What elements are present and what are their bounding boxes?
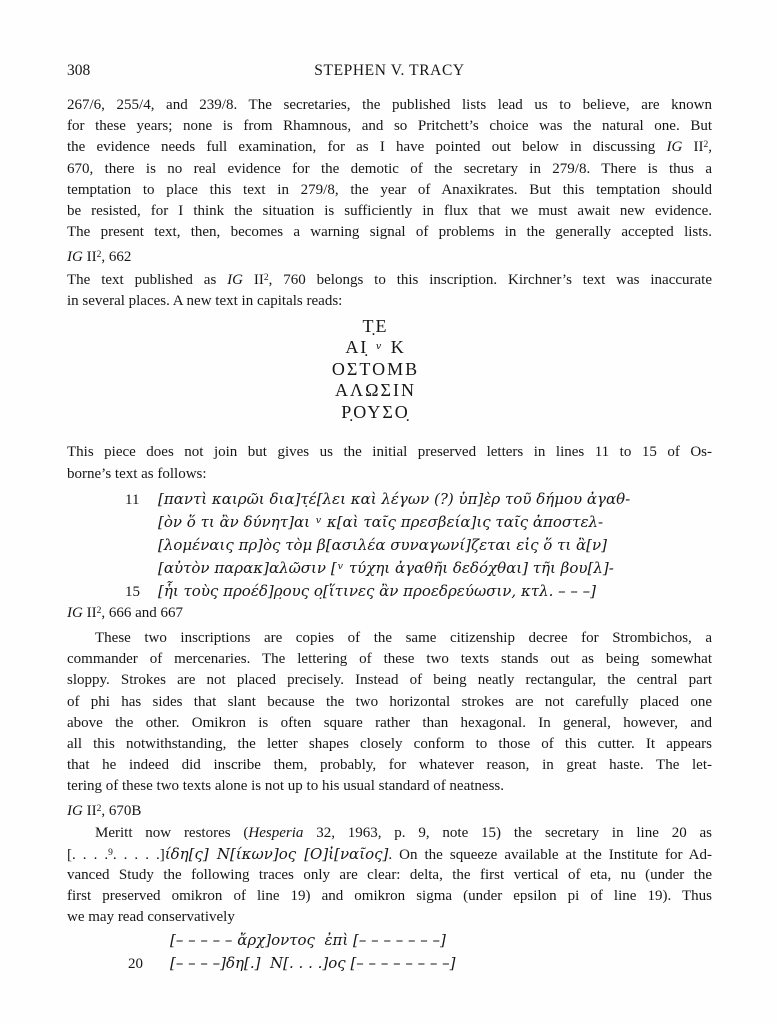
line-number: 15 [125, 583, 140, 600]
text-line: for these years; none is from Rhamnous, and so Pritchett’s choice was the natural one. But [67, 118, 712, 135]
text-line: be resisted, for I think the situation is sufficiently in flux that we must await new evidence. [67, 202, 712, 219]
greek-line [67, 580, 712, 603]
greek-text: [αὐτὸν παρακ]αλῶσιν [$^v$ τύχηι ἀγαθῆι δεδόχθαι] τῆι βου[λ]- [158, 558, 614, 577]
greek-text: [λομέναις πρ]ὸς τὸμ β[ασιλέα συναγωνί]ζεται εἰς ὅ τι ἂ[ν] [158, 535, 607, 554]
text-line: [. . . .$^9$. . . . .]ίδη[ς] Ν[ίκων]ος [Ο]ἰ[ναῖος]. On the squeeze available at the Institute for Ad- [67, 844, 712, 863]
inscription-capitals-block [53, 316, 698, 424]
greek-text: [– – – – – ἄρχ]οντος ἐπὶ [– – – – – – –] [170, 930, 446, 949]
text-segment: IG [666, 139, 683, 156]
text-line: borne’s text as follows: [67, 465, 207, 482]
greek-line [67, 929, 712, 952]
greek-line [67, 557, 712, 580]
line-number: 20 [128, 955, 143, 972]
text-line: These two inscriptions are copies of the same citizenship decree for Strombichos, a [95, 629, 712, 646]
line-number: 11 [125, 491, 140, 508]
running-header [67, 62, 712, 80]
superscript: 9 [108, 847, 113, 858]
text-line: The present text, then, becomes a warning signal of problems in the generally accepted lists. [67, 224, 712, 241]
text-line: of phi has sides that slant because the two horizontal strokes are not carefully placed one [67, 693, 712, 710]
greek-text: [ἧι τοὺς προέδ]ρ̣ους ο̣[ἵτινες ἂν προεδρεύωσιν, κτλ. – – –] [158, 581, 597, 600]
text-line: 267/6, 255/4, and 239/8. The secretaries, the published lists lead us to believe, are known [67, 97, 712, 113]
text-line: The text published as IG $II^2$, 760 belongs to this inscription. Kirchner’s text was inaccurate [67, 271, 712, 288]
text-line: all this notwithstanding, the letter shapes closely conform to those of this cutter. It appears [67, 735, 712, 752]
paragraph-piece [67, 442, 712, 484]
text-line: 670, there is no real evidence for the demotic of the secretary in 279/8. There is thus a [67, 160, 712, 177]
text-line: that he indeed did inscribe them, probably, for whatever reason, in great haste. The let- [67, 757, 712, 774]
text-line: vanced Study the following traces only are clear: delta, the first vertical of eta, nu (under the [67, 867, 712, 884]
capitals-line: ΟΣΤΟΜΒ [331, 358, 420, 379]
text-segment: IG [67, 249, 83, 266]
text-line: the evidence needs full examination, for as I have pointed out below in discussing IG $II^2$, [67, 139, 712, 156]
greek-line [67, 511, 712, 534]
capitals-line: Τ̣Ε [362, 315, 389, 336]
greek-line [67, 952, 712, 975]
greek-text: [ὸν ὅ τι ἂν δύνητ]αι $^v$ κ[αὶ ταῖς πρεσβεία]ις ταῖς ἀποστελ- [158, 512, 604, 531]
greek-text: [παντὶ καιρῶι δια]τ̣έ[λει καὶ λέγων (?) ὑπ]ὲρ τοῦ δήμου ἀγαθ- [158, 489, 631, 508]
superscript: v [375, 341, 384, 353]
running-head-title: STEPHEN V. TRACY [314, 62, 465, 79]
greek-line [67, 534, 712, 557]
text-line: in several places. A new text in capitals reads: [67, 292, 343, 309]
text-line: temptation to place this text in 279/8, the year of Anaxikrates. But this temptation should [67, 181, 712, 198]
section-heading-666-667: IG $II^2$, 666 and 667 [67, 604, 183, 621]
text-segment: Hesperia [248, 824, 304, 841]
greek-text: [– – – –]δη[.] Ν[. . . .]ος [– – – – – – – –] [170, 953, 456, 972]
text-line: This piece does not join but gives us the initial preserved letters in lines 11 to 15 of Os- [67, 444, 712, 461]
text-line: commander of mercenaries. The lettering of these two texts stands out as being somewhat [67, 651, 712, 668]
text-segment: IG [227, 271, 243, 288]
superscript: 2 [703, 140, 709, 151]
text-segment: IG [67, 803, 83, 820]
section-heading-662: IG $II^2$, 662 [67, 249, 132, 266]
capitals-line: Ρ̣ΟΥΣΟ̣ [341, 401, 410, 422]
text-line: above the other. Omikron is often square rather than hexagonal. In general, however, and [67, 714, 712, 731]
greek-text-block-line-20 [67, 929, 712, 975]
text-segment: IG [67, 604, 83, 621]
text-line: first preserved omikron of line 19) and omikron sigma (under epsilon pi of line 19). Thus [67, 888, 712, 905]
superscript: v [315, 514, 322, 526]
superscript: 2 [96, 605, 102, 616]
paragraph-670B [67, 823, 712, 929]
text-line: tering of these two texts alone is not up to his usual standard of neatness. [67, 778, 504, 795]
text-line: sloppy. Strokes are not placed precisely. Instead of being neatly rectangular, the central part [67, 672, 712, 689]
paragraph-666-667 [67, 628, 712, 798]
paragraph-intro [67, 95, 712, 243]
superscript: 2 [96, 250, 102, 261]
page-number: 308 [67, 62, 91, 79]
text-line: we may read conservatively [67, 909, 235, 926]
superscript: 2 [96, 804, 102, 815]
superscript: v [337, 560, 344, 572]
text-segment: ίδη[ς] Ν[ίκων]ος [Ο]ἰ[ναῖος] [164, 844, 389, 863]
section-heading-670B: IG $II^2$, 670B [67, 803, 142, 820]
capitals-line: ΑΛΩΣΙΝ [335, 380, 416, 401]
paragraph-662 [67, 270, 712, 312]
superscript: 2 [263, 272, 269, 283]
greek-line [67, 488, 712, 511]
text-line: Meritt now restores (Hesperia 32, 1963, p. 9, note 15) the secretary in line 20 as [95, 824, 712, 841]
greek-text-block-lines-11-15 [67, 488, 712, 603]
capitals-line: ΑΙ̣ $^v$ Κ [345, 337, 406, 358]
